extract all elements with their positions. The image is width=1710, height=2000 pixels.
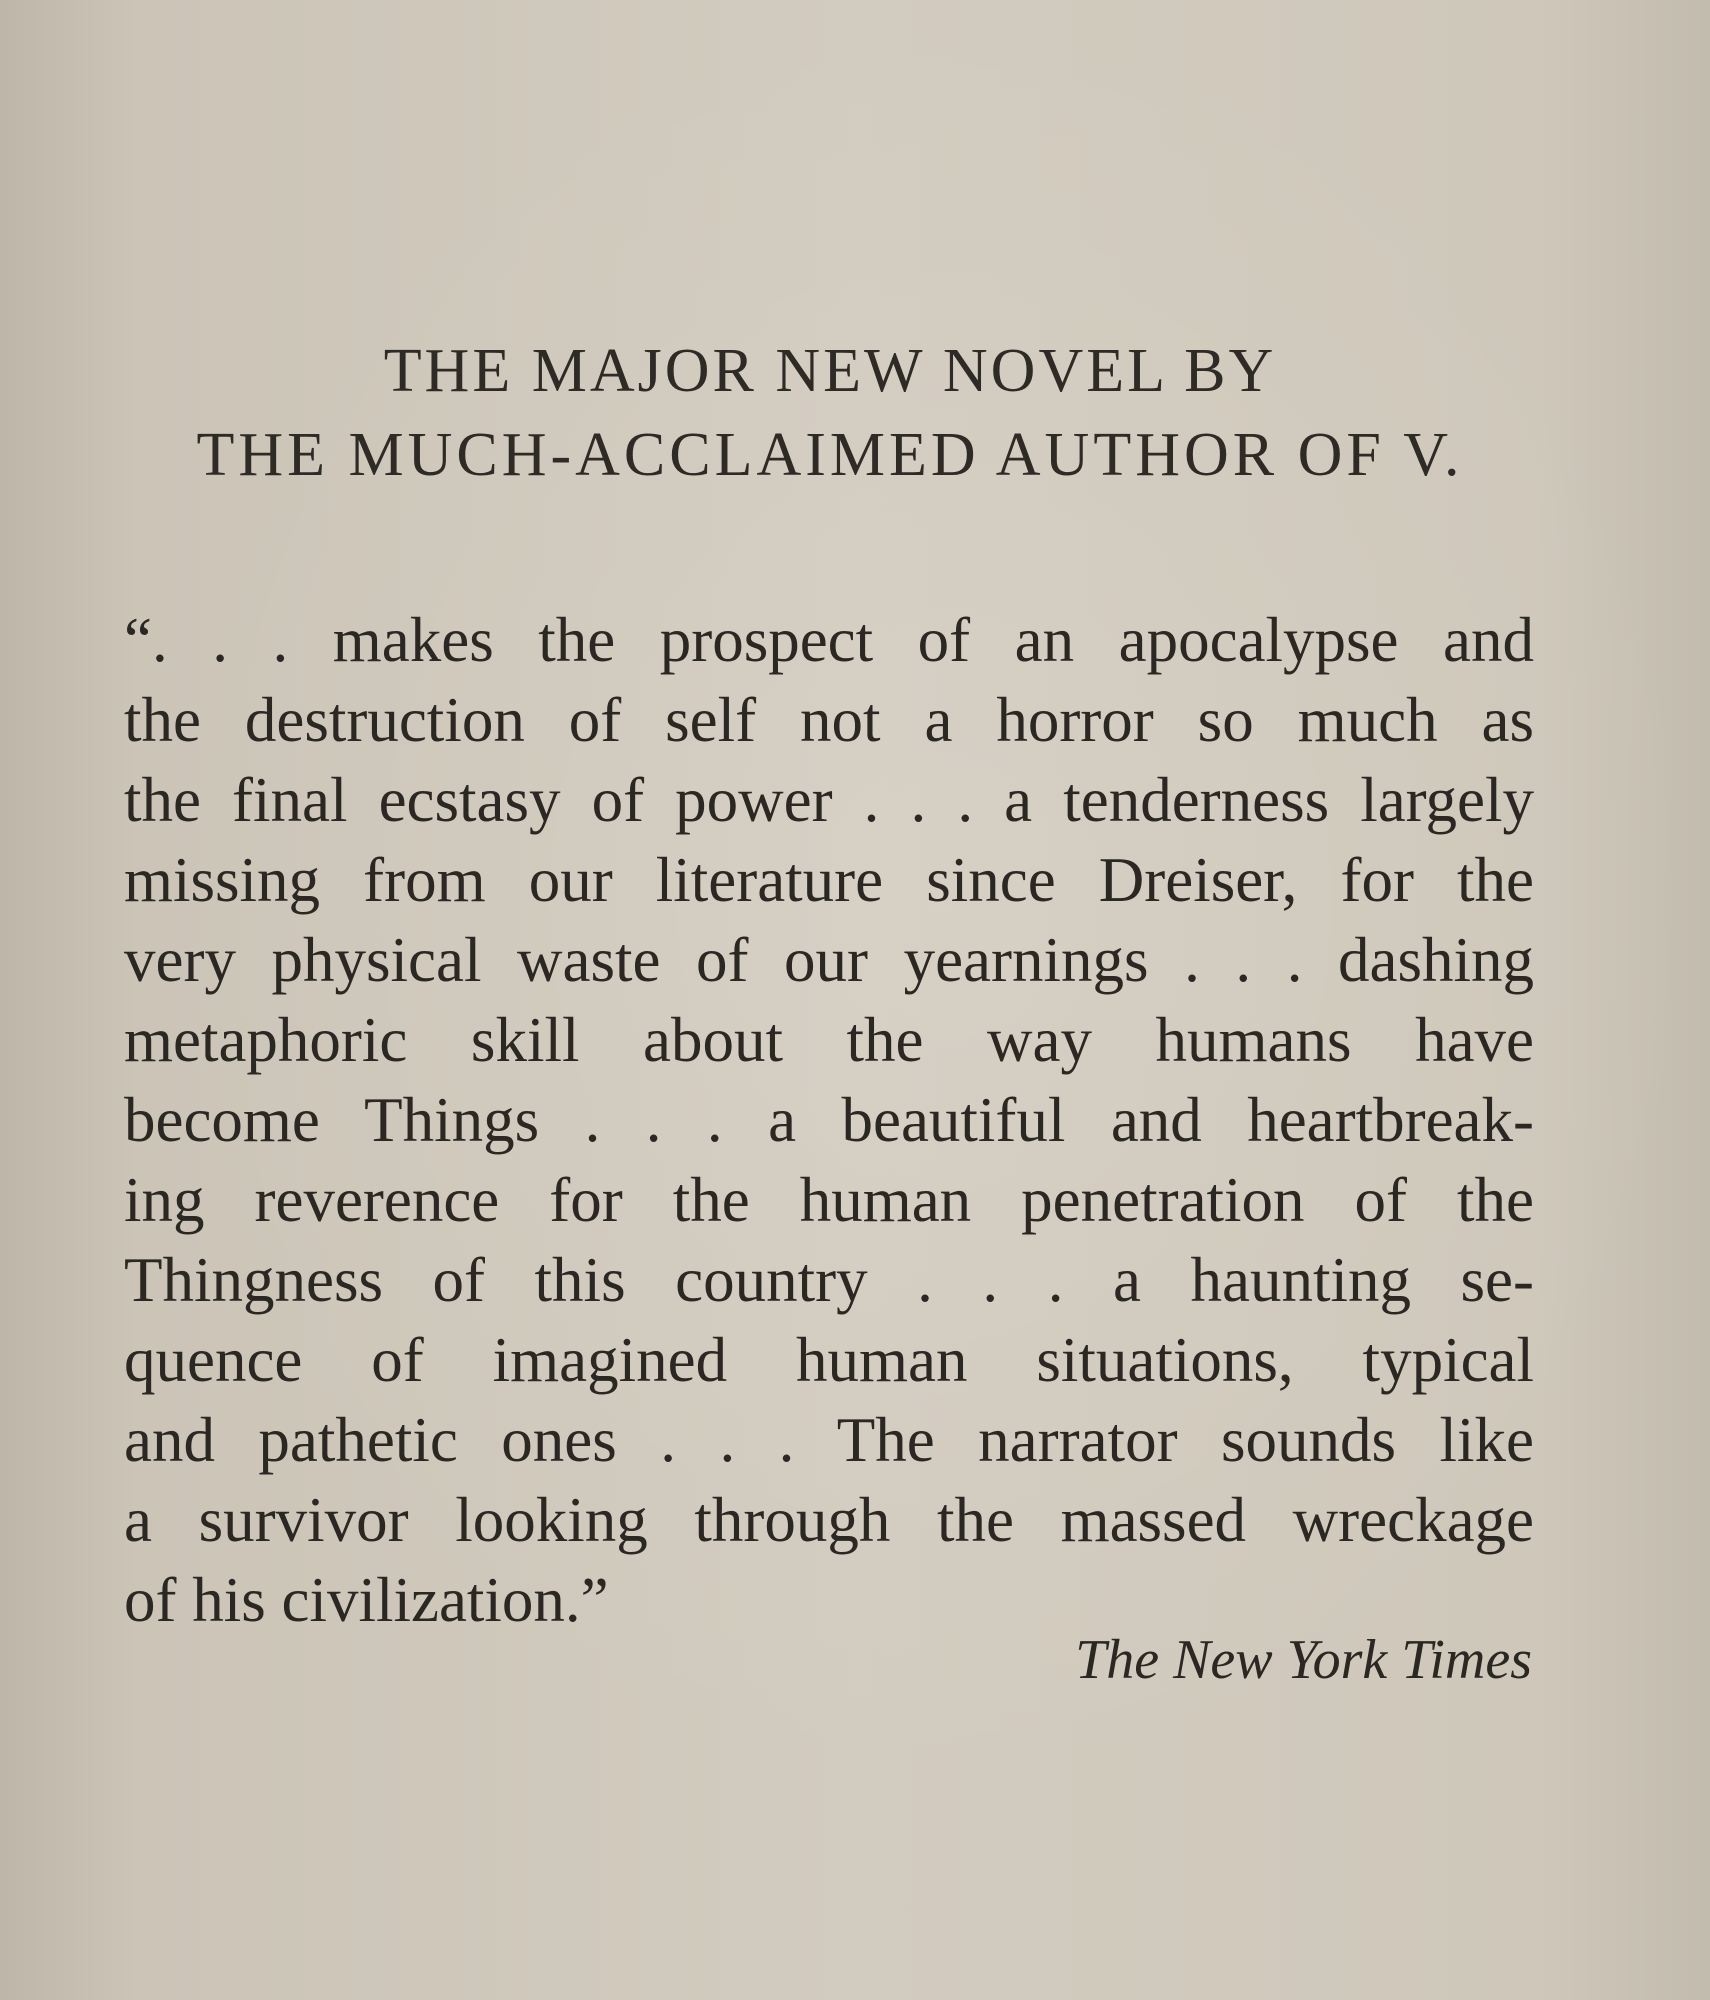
quote-line: metaphoric skill about the way humans have [124,1005,1534,1075]
quote-line: become Things . . . a beautiful and heartbreak- [124,1085,1534,1155]
heading-line-1: THE MAJOR NEW NOVEL BY [383,337,1277,405]
quote-line: the final ecstasy of power . . . a tenderness largely [124,765,1534,835]
quote-line: the destruction of self not a horror so much as [124,685,1534,755]
quote-line: quence of imagined human situations, typical [124,1325,1534,1395]
quote-line: and pathetic ones . . . The narrator sounds like [124,1405,1534,1475]
quote-line: Thingness of this country . . . a haunting se- [124,1245,1534,1315]
quote-line: very physical waste of our yearnings . . . dashing [124,925,1534,995]
quote-line: ing reverence for the human penetration of the [124,1165,1534,1235]
quote-line: missing from our literature since Dreiser, for the [124,845,1534,915]
review-quote [124,600,1534,1640]
attribution-source: The New York Times [1075,1629,1532,1691]
quote-line: of his civilization.” [124,1565,609,1635]
quote-line: a survivor looking through the massed wreckage [124,1485,1534,1555]
heading-line-2: THE MUCH-ACCLAIMED AUTHOR OF V. [196,421,1464,489]
quote-line: “. . . makes the prospect of an apocalypse and [124,605,1534,675]
